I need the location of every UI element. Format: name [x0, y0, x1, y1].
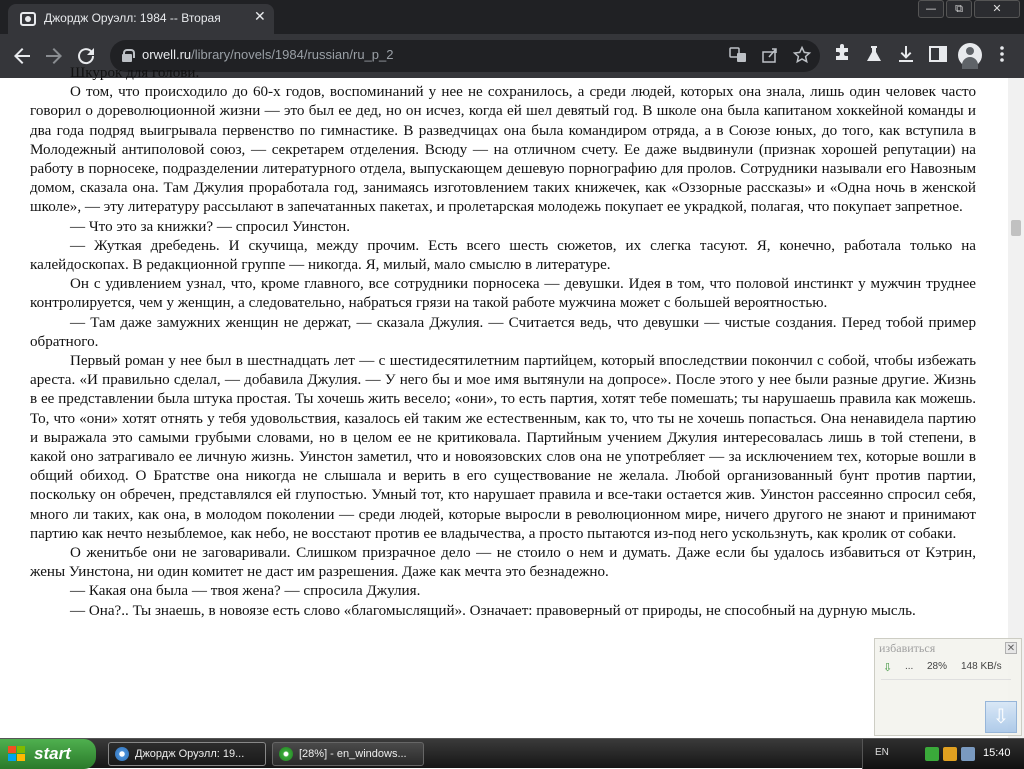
- torrent-app-icon: [279, 747, 293, 761]
- tray-key-icon[interactable]: [943, 747, 957, 761]
- close-window-button[interactable]: ✕: [974, 0, 1020, 18]
- paragraph: О том, что происходило до 60-х годов, воспоминаний у нее не сохранилось, а среди людей, которых она знала, лишь один человек часто говорил о дореволюционной жизни — это был ее дед, но он исчез, когда ей шел девятый год. В школе она была капитаном хоккейной команды и два года подряд выигрывала первенство по гимнастике. В разведчицах она была командиром отряда, а в Союзе юных, до того, как вступила в Молодежный антиполовой союз, — секретарем отделения. Всюду — на отличном счету. Ее даже выдвинули (признак хорошей репутации) на работу в порносеке, подразделении литературного отдела, выпускающем дешевую порнографию для пролов. Сотрудники называли его Навозным домом, сказала она. Там Джулия проработала год, занимаясь изготовлением таких книжечек, как «Оззорные рассказы» и «Одна ночь в женской школе», — эту литературу рассылают в запечатанных пакетах, и пролетарская молодежь покупает ее украдкой, полагая, что покупает запретное.: [30, 84, 976, 216]
- browser-tab[interactable]: [8, 4, 274, 34]
- download-speed: 148 KB/s: [961, 661, 1002, 672]
- tray-app-icon[interactable]: [925, 747, 939, 761]
- taskbar-item-torrent[interactable]: [272, 742, 424, 766]
- download-popup-close-icon[interactable]: ✕: [1006, 643, 1016, 654]
- tab-close-icon[interactable]: ✕: [254, 9, 266, 25]
- kebab-menu-icon[interactable]: [990, 44, 1014, 68]
- green-down-arrow-icon: ⇩: [883, 662, 893, 674]
- paragraph: О женитьбе они не заговаривали. Слишком призрачное дело — не стоило о нем и думать. Даже если бы удалось избавиться от Кэтрин, жены Уинстона, ни один комитет не даст им разрешения. Даже как мечта это безнадежно.: [30, 545, 976, 581]
- star-icon[interactable]: [792, 46, 812, 66]
- windows-logo-icon: [8, 746, 26, 762]
- paragraph: — Какая она была — твоя жена? — спросила Джулия.: [70, 583, 421, 600]
- paragraph: — Жуткая дребедень. И скучища, между прочим. Есть всего шесть сюжетов, их слегка тасуют. Я, конечно, работала только на калейдоскопах. В редакционной группе — никогда. Я, милый, мало смыслю в литературе.: [30, 237, 976, 274]
- download-manager-icon[interactable]: [985, 701, 1017, 733]
- taskbar: [0, 738, 1024, 768]
- paragraph: — Там даже замужних женщин не держат, — сказала Джулия. — Считается ведь, что девушки — чистые создания. Перед тобой пример обратного.: [30, 314, 976, 350]
- maximize-button[interactable]: ⧉: [946, 0, 972, 18]
- browser-title-bar: [0, 0, 1024, 34]
- article-text: [30, 64, 976, 621]
- clock[interactable]: 15:40: [983, 747, 1011, 759]
- browser-app-icon: [115, 747, 129, 761]
- download-popup[interactable]: [874, 638, 1022, 736]
- window-controls: [916, 0, 1020, 18]
- download-row[interactable]: ⇩ ... 28% 148 KB/s: [883, 661, 1002, 674]
- scrollbar-thumb[interactable]: [1011, 220, 1021, 236]
- paragraph: Шкурок для голови.: [70, 65, 200, 81]
- paragraph: — Она?.. Ты знаешь, в новоязе есть слово «благомыслящий». Означает: правоверный от природы, не способный на дурную мысль.: [70, 602, 916, 619]
- system-tray: [862, 739, 1024, 769]
- paragraph: Он с удивлением узнал, что, кроме главного, все сотрудники порносека — девушки. Идея в том, что половой инстинкт у мужчин труднее контролируется, чем у женщин, а следовательно, набраться грязи на такой работе мужчина может с большей вероятностью.: [30, 276, 976, 312]
- share-icon[interactable]: [760, 46, 780, 66]
- taskbar-item-label: [28%] - en_windows...: [299, 748, 407, 760]
- download-percent: 28%: [927, 661, 948, 672]
- download-popup-title: избавиться: [879, 641, 936, 655]
- divider: [881, 679, 1011, 680]
- translate-icon[interactable]: [728, 46, 748, 66]
- volume-icon[interactable]: [961, 747, 975, 761]
- start-label: start: [34, 744, 71, 763]
- lock-icon[interactable]: [122, 49, 132, 61]
- url-text[interactable]: orwell.ru/library/novels/1984/russian/ru_p_2: [142, 47, 394, 62]
- page-content: [0, 65, 1008, 738]
- paragraph: Первый роман у нее был в шестнадцать лет — с шестидесятилетним партийцем, который впоследствии покончил с собой, чтобы избежать ареста. «И правильно сделал, — добавила Джулия. — У него бы и мое имя вытянули на допросе». После этого у нее были разные другие. Жизнь в ее представлении была штука простая. Ты хочешь жить весело; «они», то есть партия, хотят тебе помешать; ты нарушаешь правила как можешь. То, что «они» хотят отнять у тебя удовольствия, казалось ей таким же естественным, как то, что ты не хочешь попасться. Она ненавидела партию и выражала это самыми грубыми словами, но в целом ее не критиковала. Партийным учением Джулия интересовалась лишь в той степени, в какой оно затрагивало ее личную жизнь. Уинстон заметил, что и новоязовских слов она не употребляет — за исключением тех, которые вошли в общий обиход. О Братстве она никогда не слышала и верить в его существование не желала. Любой организованный бунт против партии, поскольку он обречен, представлялся ей глупостью. Умный тот, кто нарушает правила и все-таки остается жив. Уинстон рассеянно спросил себя, много ли таких, как она, в молодом поколении — среди людей, которые выросли в революционном мире, ничего другого не знают и принимают партию как нечто незыблемое, как небо, не восстают против ее владычества, а просто пытаются из-под него ускользнуть, как кролик от собаки.: [30, 353, 976, 542]
- start-button[interactable]: [0, 739, 96, 769]
- language-indicator[interactable]: EN: [875, 747, 889, 758]
- paragraph: — Что это за книжки? — спросил Уинстон.: [70, 218, 351, 235]
- taskbar-item-browser[interactable]: [108, 742, 266, 766]
- minimize-button[interactable]: —: [918, 0, 944, 18]
- eye-favicon-icon: [20, 12, 36, 26]
- taskbar-item-label: Джордж Оруэлл: 19...: [135, 748, 245, 760]
- tab-title: Джордж Оруэлл: 1984 -- Вторая: [44, 11, 221, 25]
